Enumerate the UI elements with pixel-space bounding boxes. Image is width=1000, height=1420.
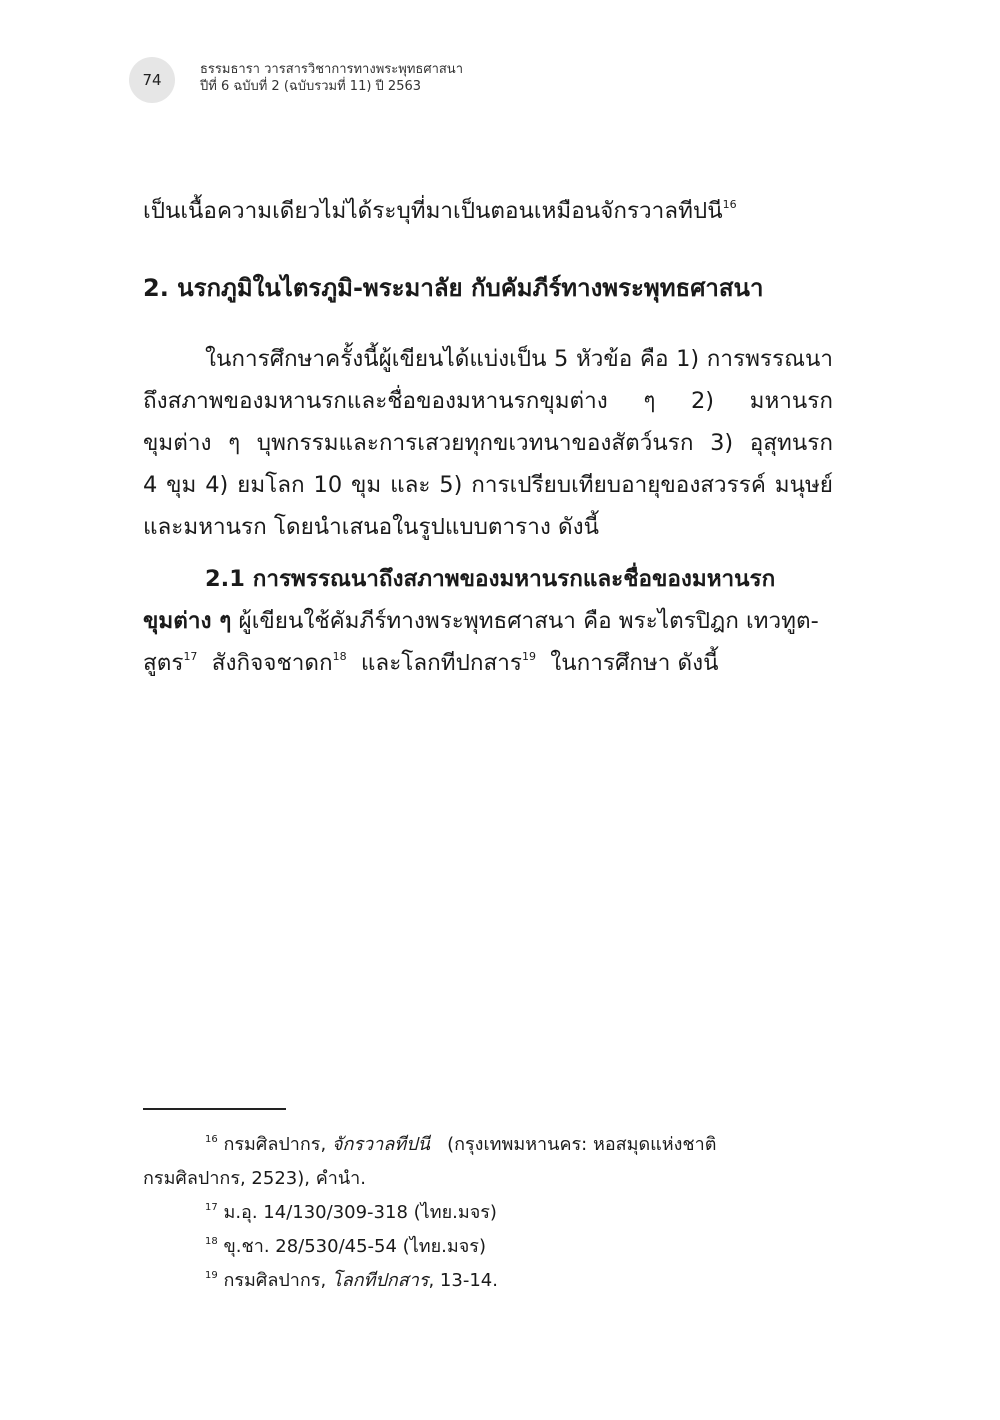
word: มหานรก <box>749 388 833 414</box>
paragraph-2-line-1 <box>143 600 833 642</box>
word: และโลกทีปกสาร <box>360 650 522 676</box>
word: 5) <box>439 472 463 498</box>
subsection-heading: 2.1 การพรรณนาถึงสภาพของมหานรกและชื่อของมหานรก <box>205 566 776 592</box>
footnote-18 <box>143 1230 833 1264</box>
footnote-author: กรมศิลปากร, <box>223 1270 327 1291</box>
paragraph-2-text: ผู้เขียนใช้คัมภีร์ทางพระพุทธศาสนา คือ พระไตรปิฎก เทวทูต- <box>238 608 819 634</box>
word: ในการศึกษา ดังนี้ <box>550 650 719 676</box>
footnote-16 <box>143 1128 833 1162</box>
paragraph-1-line-4 <box>143 464 833 506</box>
footnote-ref-17[interactable]: 17 <box>183 650 198 663</box>
page-number-text: 74 <box>142 71 162 89</box>
footnote-17 <box>143 1196 833 1230</box>
footnote-text: ม.อุ. 14/130/309-318 (ไทย.มจร) <box>223 1202 497 1223</box>
word: ขุม <box>351 472 382 498</box>
footnote-number: 17 <box>205 1202 218 1213</box>
footnote-number: 16 <box>205 1134 218 1145</box>
word: 4) <box>205 472 229 498</box>
paragraph-2 <box>143 600 833 684</box>
word: สูตร <box>143 650 184 676</box>
word: บุพกรรมและการเสวยทุกขเวทนาของสัตว์นรก <box>256 430 694 456</box>
word: คือ <box>639 346 669 372</box>
paragraph-1-line-3 <box>143 422 833 464</box>
carry-over-line <box>143 190 833 232</box>
word: การพรรณนา <box>706 346 833 372</box>
word: ๆ <box>228 430 241 456</box>
footnotes <box>143 1108 833 1298</box>
carry-over-text: เป็นเนื้อความเดียวไม่ได้ระบุที่มาเป็นตอนเหมือนจักรวาลทีปนี <box>143 198 723 224</box>
word: 2) <box>690 388 715 414</box>
word: และ <box>390 472 431 498</box>
paragraph-1 <box>143 338 833 548</box>
footnote-16-continued: กรมศิลปากร, 2523), คำนำ. <box>143 1168 366 1189</box>
word: 10 <box>313 472 343 498</box>
word: หัวข้อ <box>575 346 633 372</box>
word: ขุม <box>166 472 197 498</box>
footnote-publisher: (กรุงเทพมหานคร: หอสมุดแห่งชาติ <box>447 1134 717 1155</box>
word: ๆ <box>643 388 656 414</box>
paragraph-1-line-1 <box>143 338 833 380</box>
footnote-divider <box>143 1108 286 1110</box>
footnote-ref-18[interactable]: 18 <box>332 650 347 663</box>
word: ขุมต่าง <box>143 430 212 456</box>
word: สังกิจจชาดก <box>211 650 333 676</box>
word: การเปรียบเทียบอายุของสวรรค์ <box>471 472 766 498</box>
footnote-title: จักรวาลทีปนี <box>331 1134 430 1155</box>
word: 3) <box>710 430 734 456</box>
subsection-heading-tail: ขุมต่าง ๆ <box>143 608 232 634</box>
paragraph-1-line-5: และมหานรก โดยนำเสนอในรูปแบบตาราง ดังนี้ <box>143 514 600 540</box>
word: 5 <box>554 346 569 372</box>
paragraph-1-line-2 <box>143 380 833 422</box>
footnote-number: 19 <box>205 1270 218 1281</box>
word: มนุษย์ <box>774 472 833 498</box>
footnote-text: ขุ.ชา. 28/530/45-54 (ไทย.มจร) <box>223 1236 486 1257</box>
section-heading: 2. นรกภูมิในไตรภูมิ-พระมาลัย กับคัมภีร์ทางพระพุทธศาสนา <box>143 274 764 302</box>
footnote-author: กรมศิลปากร, <box>223 1134 327 1155</box>
running-header <box>200 61 463 95</box>
word: 4 <box>143 472 158 498</box>
word: อุสุทนรก <box>749 430 833 456</box>
main-content <box>143 190 833 684</box>
journal-issue: ปีที่ 6 ฉบับที่ 2 (ฉบับรวมที่ 11) ปี 2563 <box>200 79 422 94</box>
footnote-ref-19[interactable]: 19 <box>521 650 536 663</box>
word: ถึงสภาพของมหานรกและชื่อของมหานรกขุมต่าง <box>143 388 608 414</box>
paragraph-2-line-2 <box>143 642 833 684</box>
footnote-number: 18 <box>205 1236 218 1247</box>
page-number <box>129 57 175 103</box>
word: ยมโลก <box>237 472 305 498</box>
footnote-pages: , 13-14. <box>428 1270 498 1291</box>
footnote-title: โลกทีปกสาร <box>331 1270 429 1291</box>
footnote-ref-16[interactable]: 16 <box>722 198 737 211</box>
word: 1) <box>676 346 700 372</box>
journal-title: ธรรมธารา วารสารวิชาการทางพระพุทธศาสนา <box>200 62 463 77</box>
footnote-19 <box>143 1264 833 1298</box>
word: ในการศึกษาครั้งนี้ผู้เขียนได้แบ่งเป็น <box>205 346 547 372</box>
